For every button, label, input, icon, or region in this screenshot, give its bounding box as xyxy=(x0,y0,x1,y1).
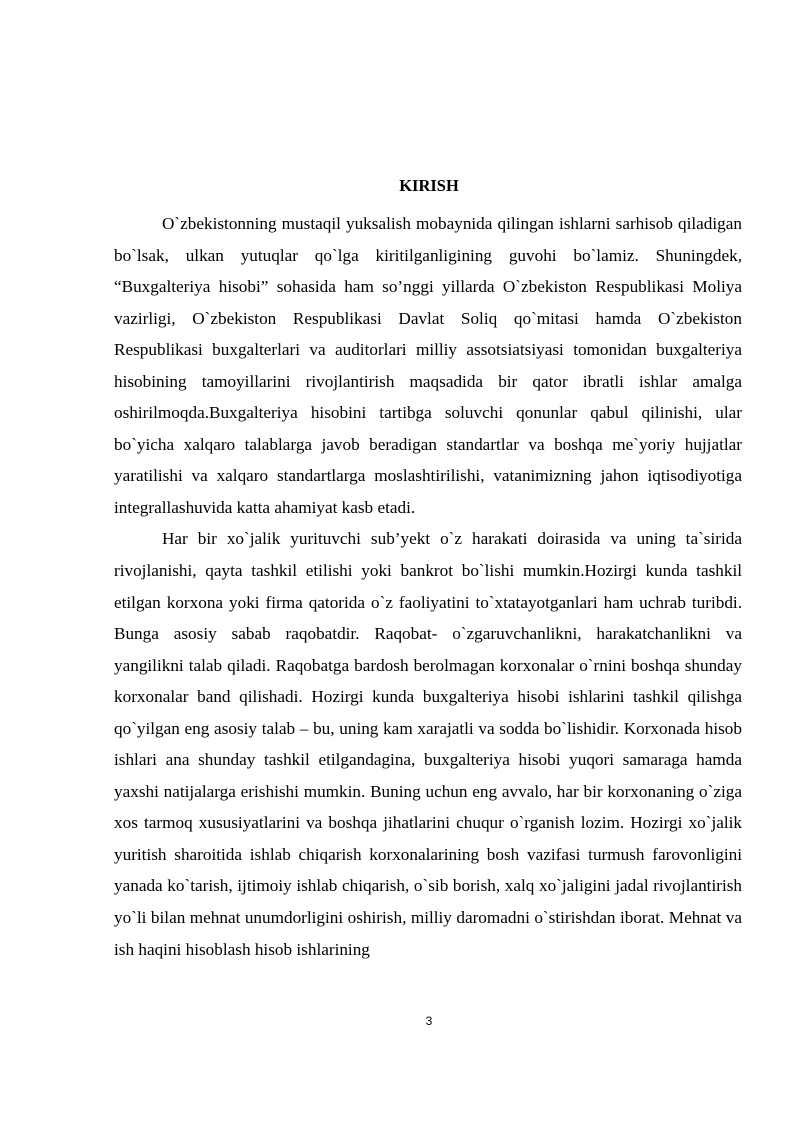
paragraph-competition: Har bir xo`jalik yurituvchi sub’yekt o`z harakati doirasida va uning ta`sirida rivojlanishi, qayta tashkil etilishi yoki bankrot bo`lishi mumkin.Hozirgi kunda tashkil etilgan korxona yoki firma qatorida o`z faoliyatini to`xtatayotganlari ham uchrab turibdi. Bunga asosiy sabab raqobatdir. Raqobat- o`zgaruvchanlikni, harakatchanlikni va yangilikni talab qiladi. Raqobatga bardosh berolmagan korxonalar o`rnini boshqa shunday korxonalar band qilishadi. Hozirgi kunda buxgalteriya hisobi ishlarini tashkil qilishga qo`yilgan eng asosiy talab – bu, uning kam xarajatli va sodda bo`lishidir. Korxonada hisob ishlari ana shunday tashkil etilgandagina, buxgalteriya hisobi yuqori samaraga hamda yaxshi natijalarga erishishi mumkin. Buning uchun eng avvalo, har bir korxonaning o`ziga xos tarmoq xususiyatlarini va boshqa jihatlarini chuqur o`rganish lozim. Hozirgi xo`jalik yuritish sharoitida ishlab chiqarish korxonalarining bosh vazifasi turmush farovonligini yanada ko`tarish, ijtimoiy ishlab chiqarish, o`sib borish, xalq xo`jaligini jadal rivojlantirish yo`li bilan mehnat unumdorligini oshirish, milliy daromadni o`stirishdan iborat. Mehnat va ish haqini hisoblash hisob ishlarining xyxy=(114,529,742,959)
page-number: 3 xyxy=(425,1014,433,1028)
page-title: KIRISH xyxy=(399,176,459,195)
body-text xyxy=(114,208,742,965)
paragraph-intro: O`zbekistonning mustaqil yuksalish mobaynida qilingan ishlarni sarhisob qiladigan bo`lsak, ulkan yutuqlar qo`lga kiritilganligining guvohi bo`lamiz. Shuningdek, “Buxgalteriya hisobi” sohasida ham so’nggi yillarda O`zbekiston Respublikasi Moliya vazirligi, O`zbekiston Respublikasi Davlat Soliq qo`mitasi hamda O`zbekiston Respublikasi buxgalterlari va auditorlari milliy assotsiatsiyasi tomonidan buxgalteriya hisobining tamoyillarini rivojlantirish maqsadida bir qator ibratli ishlar amalga oshirilmoqda.Buxgalteriya hisobini tartibga soluvchi qonunlar qabul qilinishi, ular bo`yicha xalqaro talablarga javob beradigan standartlar va boshqa me`yoriy hujjatlar yaratilishi va xalqaro standartlarga moslashtirilishi, vatanimizning jahon iqtisodiyotiga integrallashuvida katta ahamiyat kasb etadi. xyxy=(114,214,742,517)
